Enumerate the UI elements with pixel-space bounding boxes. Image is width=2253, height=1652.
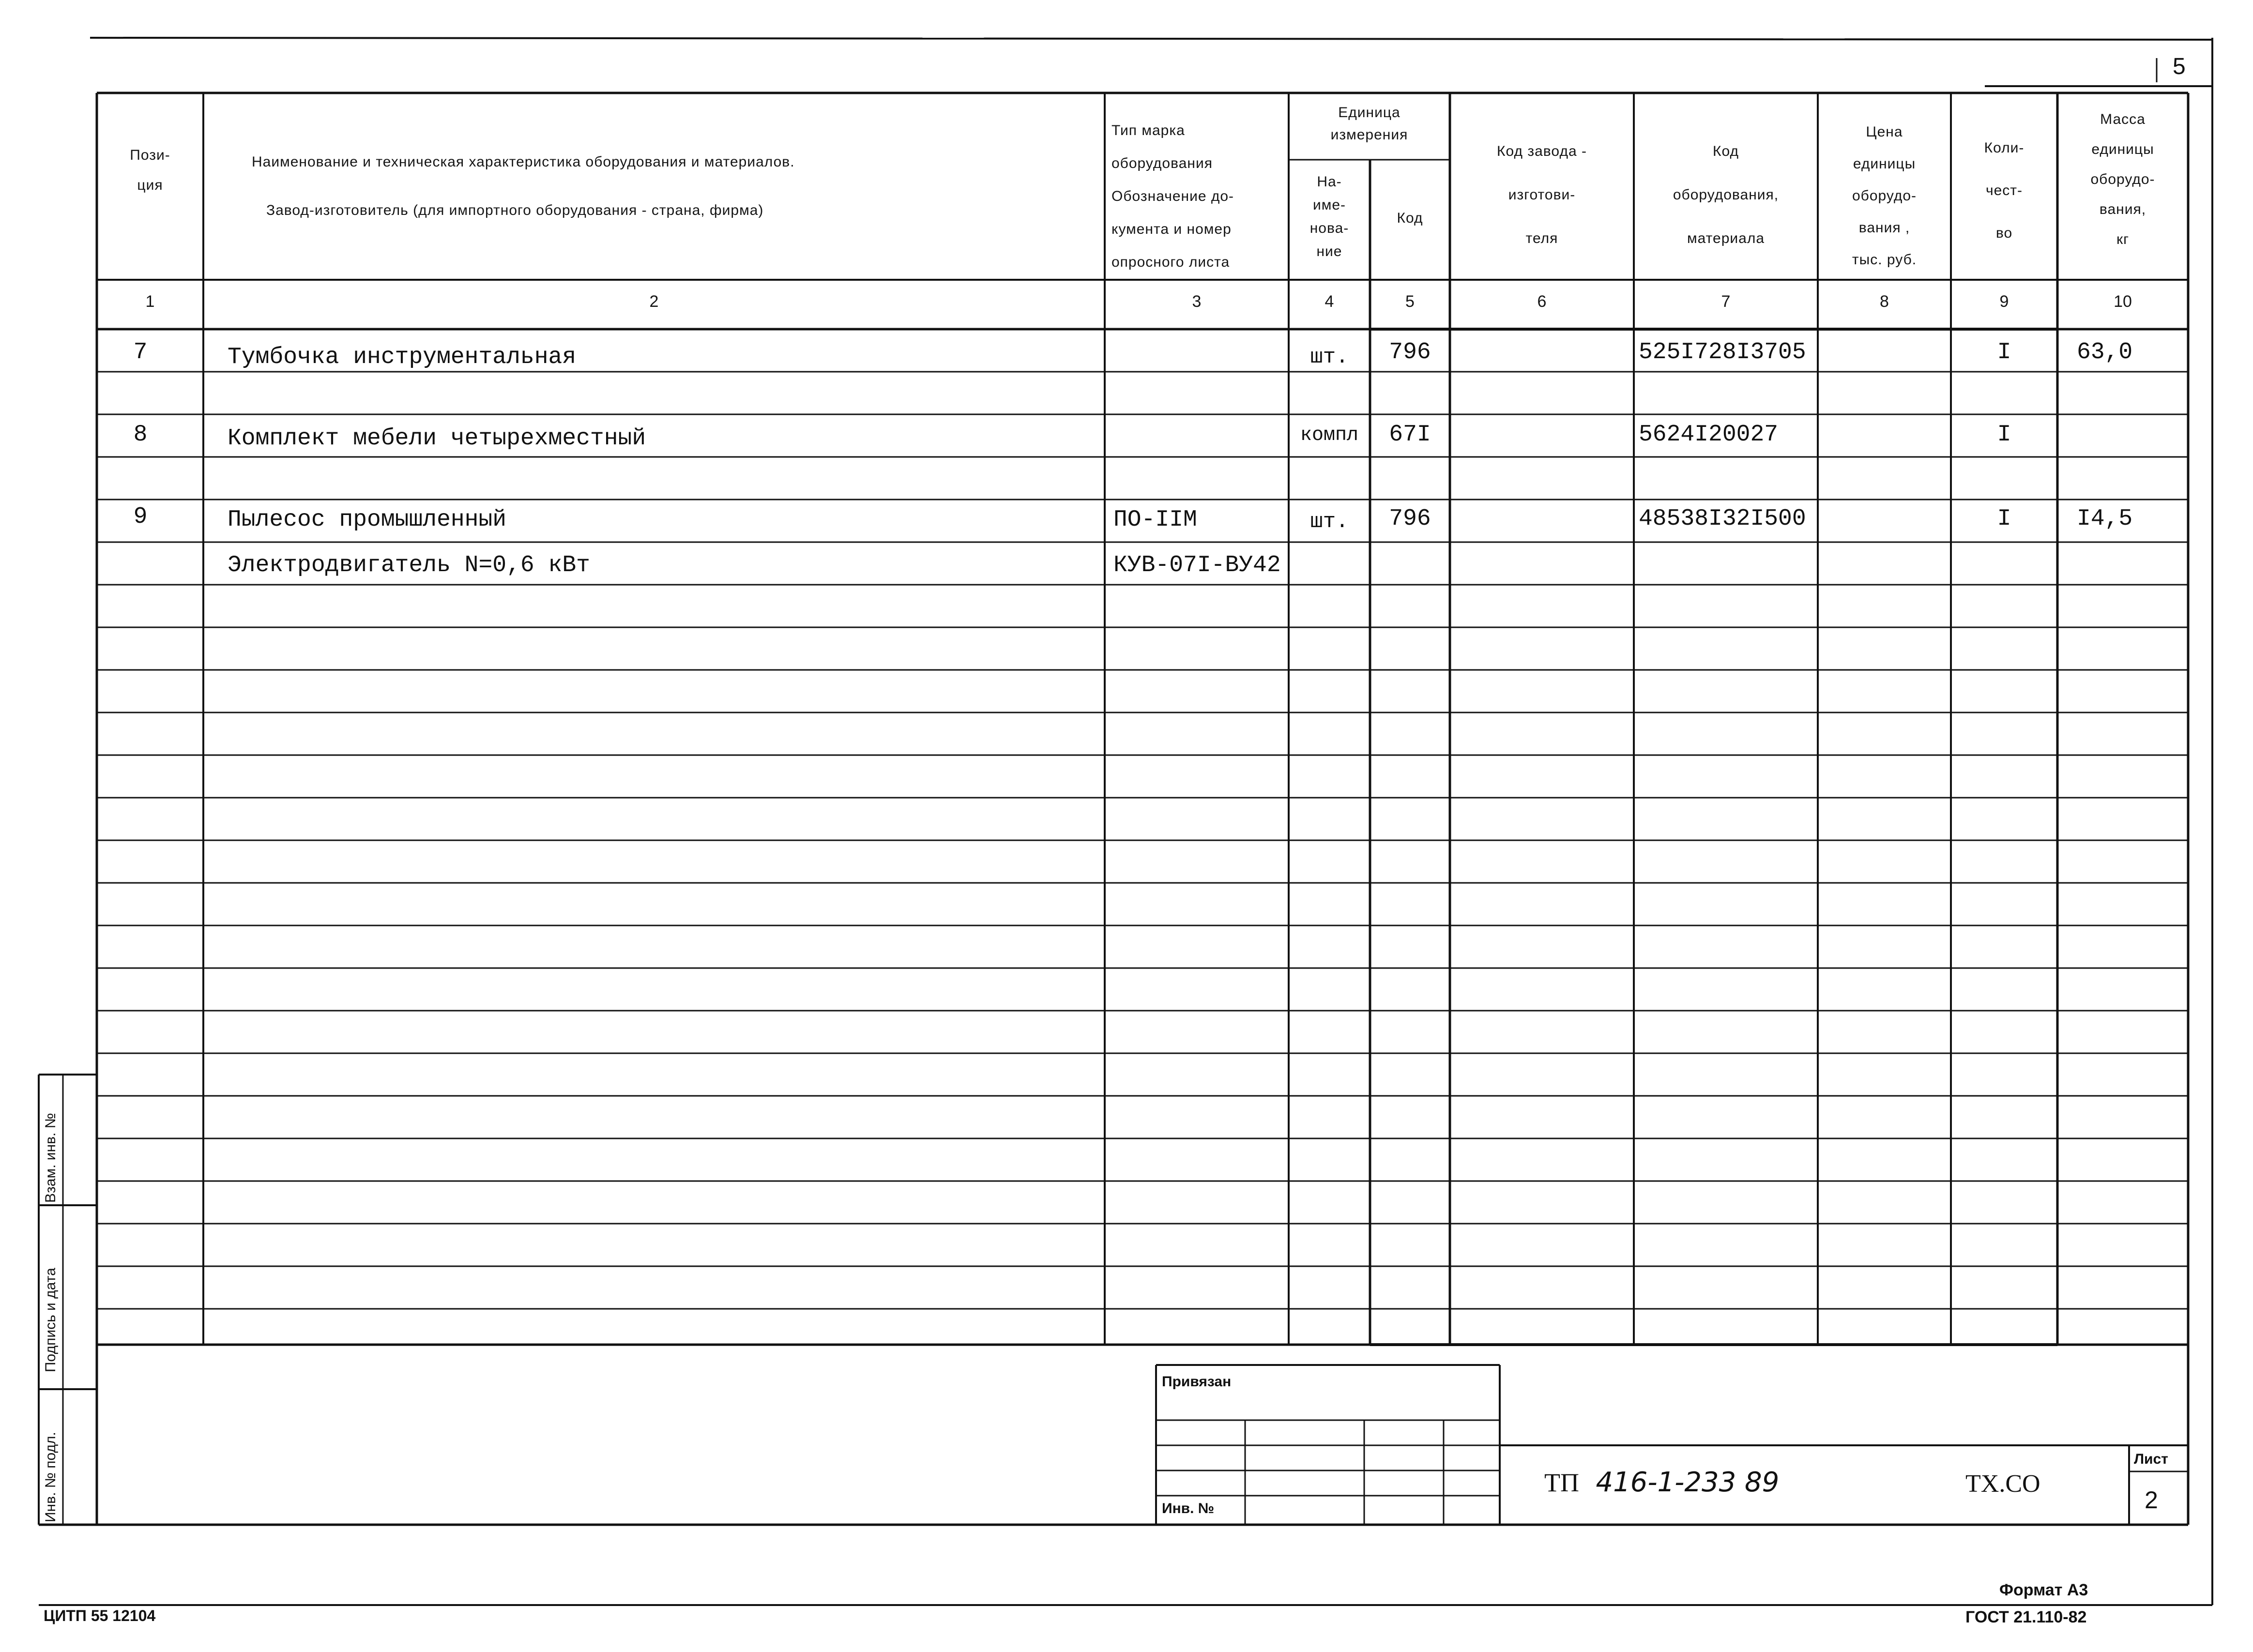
col-number: 7 bbox=[1721, 292, 1731, 311]
header-unit-group: Единица измерения bbox=[1330, 105, 1408, 143]
cell-unit: шт. bbox=[1310, 345, 1349, 369]
header-col-qty: Коли- чест- во bbox=[1984, 140, 2025, 241]
header-col-type: Тип марка оборудования Обозначение до- кумента и номер опросного листа bbox=[1111, 122, 1234, 270]
cell-type: КУВ-07I-ВУ42 bbox=[1113, 552, 1281, 578]
cell-name: Тумбочка инструментальная bbox=[228, 344, 577, 370]
document-code-number: 416-1-233 89 bbox=[1596, 1467, 1780, 1498]
footer-publisher-code: ЦИТП 55 12104 bbox=[44, 1607, 156, 1624]
col-number: 1 bbox=[145, 292, 155, 311]
cell-mass: I4,5 bbox=[2077, 506, 2133, 532]
cell-position: 9 bbox=[133, 504, 148, 530]
cell-equip-code: 48538I32I500 bbox=[1639, 506, 1806, 532]
cell-mass: 63,0 bbox=[2077, 339, 2133, 365]
sheet-label: Лист bbox=[2134, 1451, 2168, 1467]
side-stamp-replaced-inv: Взам. инв. № bbox=[43, 1113, 59, 1203]
cell-qty: I bbox=[1997, 422, 2011, 448]
header-col-mass: Масса единицы оборудо- вания, кг bbox=[2090, 111, 2155, 247]
document-code-prefix: ТП bbox=[1544, 1468, 1579, 1497]
col-number: 8 bbox=[1880, 292, 1889, 311]
side-stamp-signature-date: Подпись и дата bbox=[43, 1268, 59, 1372]
col-number: 3 bbox=[1192, 292, 1202, 311]
cell-unit-code: 796 bbox=[1389, 339, 1431, 365]
cell-unit: компл bbox=[1300, 424, 1359, 446]
cell-name: Пылесос промышленный bbox=[228, 507, 507, 533]
side-stamp-original-inv: Инв. № подл. bbox=[43, 1432, 59, 1522]
stamp-linked-label: Привязан bbox=[1162, 1374, 1232, 1390]
cell-position: 7 bbox=[133, 339, 148, 365]
document-mark: ТХ.СО bbox=[1965, 1470, 2040, 1498]
sheet-number: 2 bbox=[2145, 1486, 2158, 1514]
col-number: 2 bbox=[649, 292, 659, 311]
sheet-corner-number: 5 bbox=[2173, 54, 2186, 79]
cell-unit-code: 796 bbox=[1389, 506, 1431, 532]
cell-type: ПО-IIМ bbox=[1113, 507, 1197, 533]
cell-equip-code: 5624I20027 bbox=[1639, 422, 1779, 448]
col-number: 5 bbox=[1405, 292, 1415, 311]
col-number: 6 bbox=[1537, 292, 1547, 311]
cell-unit: шт. bbox=[1310, 510, 1349, 534]
header-col-unit-code: Код bbox=[1397, 210, 1423, 226]
cell-name: Электродвигатель N=0,6 кВт bbox=[228, 552, 590, 578]
header-col-position: Пози- ция bbox=[130, 147, 170, 193]
footer-standard: ГОСТ 21.110-82 bbox=[1965, 1608, 2087, 1626]
header-col-factory-code: Код завода - изготови- теля bbox=[1497, 143, 1587, 246]
cell-name: Комплект мебели четырехместный bbox=[228, 425, 646, 452]
cell-qty: I bbox=[1997, 339, 2011, 365]
col-number: 10 bbox=[2114, 292, 2132, 311]
cell-unit-code: 67I bbox=[1389, 422, 1431, 448]
document-code bbox=[1544, 1467, 1779, 1498]
header-col-unit-name: На- име- нова- ние bbox=[1309, 174, 1349, 259]
footer-format: Формат А3 bbox=[1999, 1581, 2088, 1599]
col-number: 4 bbox=[1324, 292, 1334, 311]
cell-position: 8 bbox=[133, 422, 148, 448]
col-number: 9 bbox=[1999, 292, 2009, 311]
cell-qty: I bbox=[1997, 506, 2011, 532]
header-col-name: Наименование и техническая характеристика оборудования и материалов. Завод-изготовитель (для импортного оборудования - страна, фирма) bbox=[252, 154, 795, 218]
cell-equip-code: 525I728I3705 bbox=[1639, 339, 1806, 365]
stamp-inv-label: Инв. № bbox=[1162, 1500, 1215, 1516]
header-col-price: Цена единицы оборудо- вания , тыс. руб. bbox=[1852, 124, 1917, 268]
header-col-equip-code: Код оборудования, материала bbox=[1673, 143, 1779, 246]
